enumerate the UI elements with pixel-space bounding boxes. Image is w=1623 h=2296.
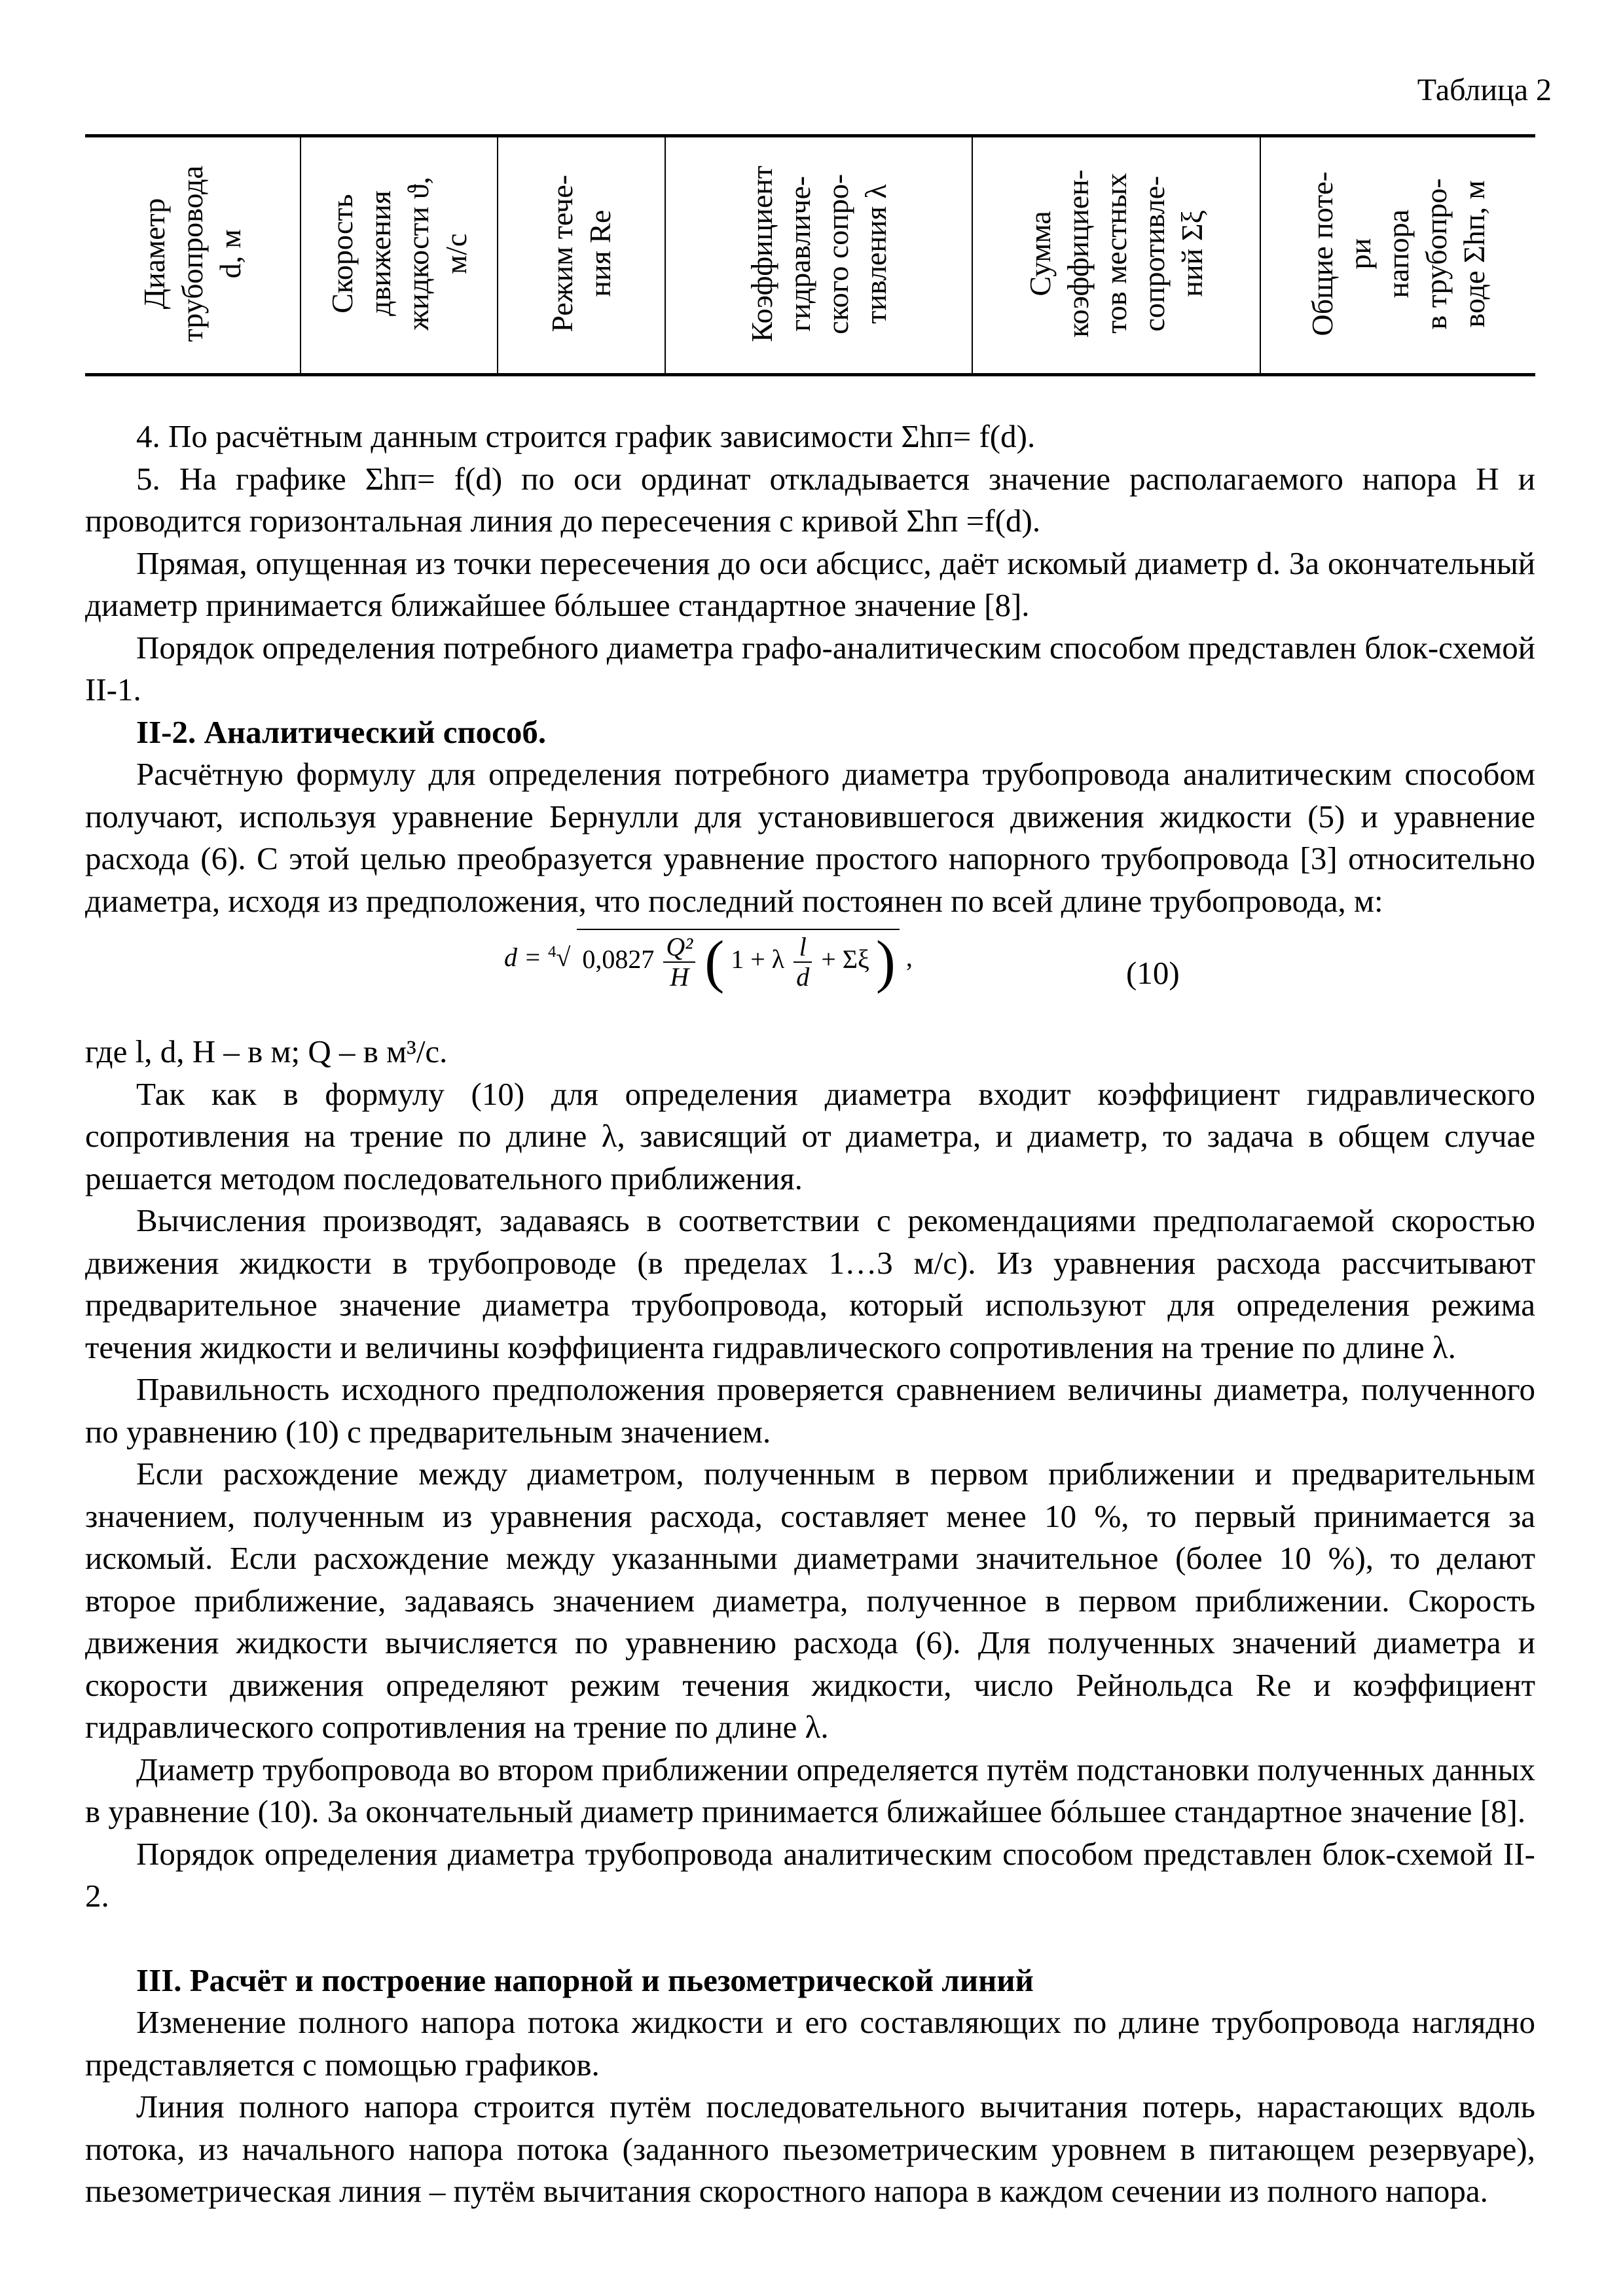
paragraph: Изменение полного напора потока жидкости и его составляющих по длине трубопровода наглядно представляется с помощью графиков. — [85, 2004, 1535, 2083]
header-cell-local — [972, 136, 1260, 375]
header-diameter: Диаметр трубопровода d, м — [137, 165, 247, 342]
paragraph: Линия полного напора строится путём последовательного вычитания потерь, нарастающих вдоль потока, из начального напора потока (заданного пьезометрическим уровнем в питающем резервуаре), пьезометрическая линия – путём вычитания скоростного напора в каждом сечении из полного напора. — [85, 2089, 1535, 2209]
header-cell-losses — [1260, 136, 1535, 375]
document-page — [85, 72, 1558, 2213]
units-note: где l, d, H – в м; Q – в м³/с. — [85, 1033, 448, 1069]
paragraph: Порядок определения потребного диаметра графо-аналитическим способом представлен блок-схемой II-1. — [85, 629, 1535, 708]
paragraph: Вычисления производят, задаваясь в соответствии с рекомендациями предполагаемой скоростью движения жидкости в трубопроводе (в пределах 1…3 м/с). Из уравнения расхода рассчитывают предварительное значение диаметра трубопровода, который используют для определения режима течения жидкости и величины коэффициента гидравлического сопротивления на трение по длине λ. — [85, 1202, 1535, 1365]
fraction-den: H — [670, 962, 689, 992]
equation-number: (10) — [1126, 955, 1180, 991]
paragraph: Прямая, опущенная из точки пересечения до оси абсцисс, даёт искомый диаметр d. За окончательный диаметр принимается ближайшее бóльшее стандартное значение [8]. — [85, 545, 1535, 623]
table-2-header — [85, 134, 1535, 376]
header-cell-friction — [665, 136, 972, 375]
header-velocity: Скорость движения жидкости ϑ, м/с — [325, 177, 473, 331]
sum-xi: + Σξ — [821, 944, 869, 975]
paren-open: ( — [704, 929, 725, 994]
formula-tail: , — [905, 942, 913, 973]
paragraph: Порядок определения диаметра трубопровода аналитическим способом представлен блок-схемой II-2. — [85, 1835, 1535, 1914]
formula-10 — [85, 929, 1535, 1027]
paragraph: Если расхождение между диаметром, полученным в первом приближении и предварительным значением, полученным из уравнения расхода, составляет менее 10 %, то первый принимается за искомый. Если расхождение между указанными диаметрами значительное (более 10 %), то делают второе приближение, задаваясь значением диаметра, полученное в первом приближении. Скорость движения жидкости вычисляется по уравнению расхода (6). Для полученных значений диаметра и скорости движения определяют режим течения жидкости, число Рейнольдса Re и коэффициент гидравлического сопротивления на трение по длине λ. — [85, 1456, 1535, 1745]
section-heading-iii: III. Расчёт и построение напорной и пьезометрической линий — [136, 1962, 1034, 1998]
formula-coef: 0,0827 — [582, 944, 655, 975]
section-heading-ii2: II-2. Аналитический способ. — [136, 713, 547, 750]
paragraph: Так как в формулу (10) для определения диаметра входит коэффициент гидравлического сопротивления на трение по длине λ, зависящий от диаметра, и диаметр, то задача в общем случае решается методом последовательного приближения. — [85, 1075, 1535, 1196]
root-sign: $^4$√ 0,0827 $\frac{\text{Q²}}{H}$ ( 1 + λ $\frac{l}{d}$ + Σξ ) — [548, 929, 900, 992]
paren-close: ) — [875, 929, 896, 994]
formula-lhs: d = — [504, 942, 541, 973]
fraction-l-d — [793, 933, 812, 992]
header-friction-coef: Коэффициент гидравличе- ского сопро- тивления λ — [744, 165, 892, 342]
root-index: 4 — [548, 942, 556, 961]
fraction-num: Q² — [663, 933, 695, 963]
header-local-sum: Сумма коэффициен- тов местных сопротивле- ний Σξ — [1023, 170, 1209, 338]
fraction-q-h — [663, 933, 695, 992]
header-cell-velocity — [301, 136, 498, 375]
body-text — [85, 416, 1535, 2213]
paragraph: Расчётную формулу для определения потребного диаметра трубопровода аналитическим способом получают, используя уравнение Бернулли для установившегося движения жидкости (5) и уравнение расхода (6). С этой целью преобразуется уравнение простого напорного трубопровода [3] относительно диаметра, исходя из предположения, что последний постоянен по всей длине трубопровода, м: — [85, 756, 1535, 919]
paragraph: Правильность исходного предположения проверяется сравнением величины диаметра, полученного по уравнению (10) с предварительным значением. — [85, 1371, 1535, 1450]
fraction-d: d — [796, 962, 810, 992]
paragraph: 5. На графике Σhп= f(d) по оси ординат откладывается значение располагаемого напора H и проводится горизонтальная линия до пересечения с кривой Σhп =f(d). — [85, 460, 1535, 539]
formula-expression — [504, 929, 913, 992]
one-plus-lambda: 1 + λ — [731, 944, 785, 975]
header-total-losses: Общие поте- ри напора в трубопро- воде Σhп, м — [1305, 171, 1491, 336]
header-cell-regime — [498, 136, 665, 375]
header-regime: Режим тече- ния Re — [545, 175, 617, 332]
paragraph: 4. По расчётным данным строится график зависимости Σhп= f(d). — [136, 418, 1036, 454]
radicand — [577, 929, 899, 992]
table-caption: Таблица 2 — [1417, 73, 1552, 107]
paragraph: Диаметр трубопровода во втором приближении определяется путём подстановки полученных данных в уравнение (10). За окончательный диаметр принимается ближайшее бóльшее стандартное значение [8]. — [85, 1751, 1535, 1829]
fraction-l: l — [793, 933, 812, 963]
header-cell-diameter — [85, 136, 301, 375]
